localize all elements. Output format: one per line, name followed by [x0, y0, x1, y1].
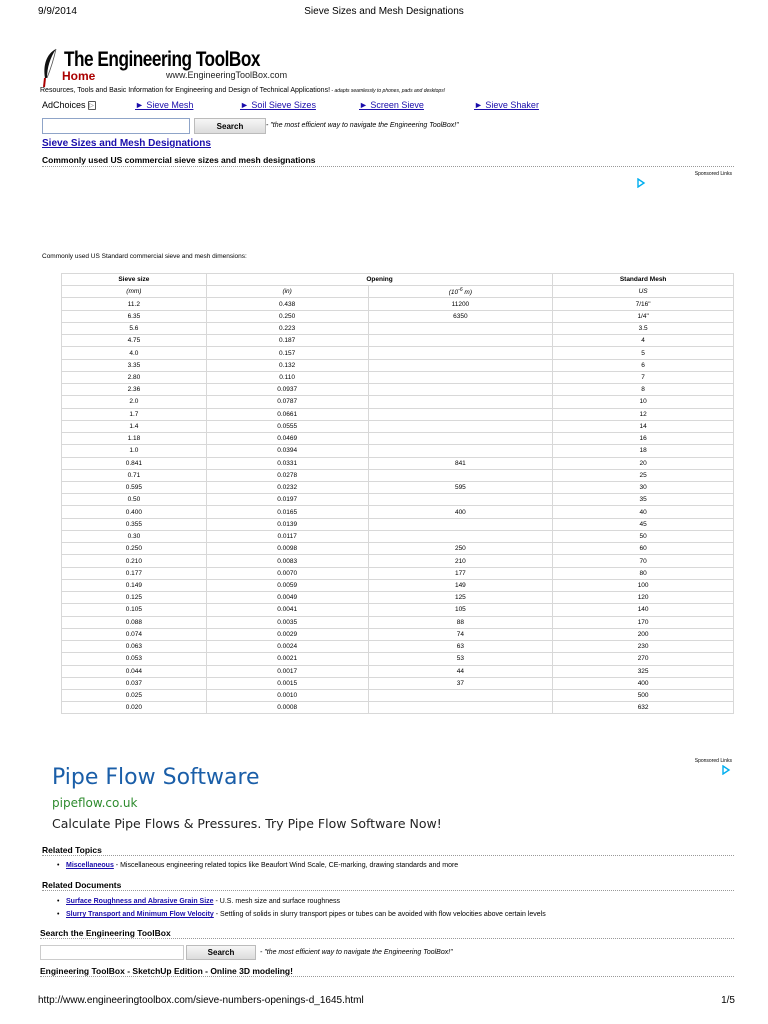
- table-row: [62, 384, 734, 396]
- cell-opening-um: 37: [368, 677, 553, 689]
- cell-mesh-us: 120: [553, 592, 734, 604]
- table-row: [62, 616, 734, 628]
- list-item: [66, 862, 458, 869]
- divider: [42, 890, 734, 891]
- cell-mesh-us: 45: [553, 518, 734, 530]
- table-row: [62, 469, 734, 481]
- cell-sieve-mm: 0.250: [62, 543, 207, 555]
- cell-opening-um: [368, 518, 553, 530]
- adchoices-triangle-icon-2[interactable]: [721, 765, 731, 775]
- cell-sieve-mm: 0.053: [62, 653, 207, 665]
- search-note-bottom: - "the most efficient way to navigate the Engineering ToolBox!": [260, 949, 453, 956]
- divider: [40, 976, 734, 977]
- cell-mesh-us: 7/16": [553, 298, 734, 310]
- cell-opening-in: 0.0197: [206, 494, 368, 506]
- table-row: [62, 677, 734, 689]
- cell-mesh-us: 12: [553, 408, 734, 420]
- related-document-link[interactable]: Surface Roughness and Abrasive Grain Size: [66, 898, 214, 905]
- cell-opening-um: 595: [368, 481, 553, 493]
- cell-opening-um: [368, 322, 553, 334]
- cell-mesh-us: 100: [553, 579, 734, 591]
- cell-opening-um: [368, 445, 553, 457]
- cell-opening-um: 250: [368, 543, 553, 555]
- cell-opening-in: 0.0331: [206, 457, 368, 469]
- cell-sieve-mm: 0.025: [62, 689, 207, 701]
- cell-opening-um: 88: [368, 616, 553, 628]
- cell-opening-in: 0.0555: [206, 420, 368, 432]
- cell-sieve-mm: 5.6: [62, 322, 207, 334]
- logo-text: The Engineering ToolBox: [64, 48, 260, 71]
- cell-sieve-mm: 3.35: [62, 359, 207, 371]
- cell-opening-um: 105: [368, 604, 553, 616]
- cell-opening-in: 0.0937: [206, 384, 368, 396]
- unit-in: (in): [206, 286, 368, 298]
- nav-link-soil-sieve-sizes[interactable]: ► Soil Sieve Sizes: [240, 100, 316, 110]
- cell-sieve-mm: 0.105: [62, 604, 207, 616]
- cell-opening-in: 0.0469: [206, 433, 368, 445]
- tagline-main: Resources, Tools and Basic Information for Engineering and Design of Technical Applications!: [40, 87, 331, 94]
- related-topic-desc: - Miscellaneous engineering related topics like Beaufort Wind Scale, CE-marking, drawing standards and more: [113, 862, 459, 869]
- ad-description: Calculate Pipe Flows & Pressures. Try Pipe Flow Software Now!: [52, 816, 442, 831]
- unit-m-base: (10: [448, 289, 459, 297]
- cell-mesh-us: 30: [553, 481, 734, 493]
- ad-url[interactable]: pipeflow.co.uk: [52, 796, 138, 810]
- sponsored-label-2: Sponsored Links: [694, 758, 732, 764]
- sieve-table: [61, 273, 734, 714]
- search-button[interactable]: Search: [194, 118, 266, 134]
- cell-sieve-mm: 0.074: [62, 628, 207, 640]
- cell-mesh-us: 16: [553, 433, 734, 445]
- related-topic-link[interactable]: Miscellaneous: [66, 862, 114, 869]
- header-sieve-size: Sieve size: [62, 274, 207, 286]
- cell-opening-um: 74: [368, 628, 553, 640]
- search-input-bottom[interactable]: [40, 945, 184, 960]
- cell-sieve-mm: 1.7: [62, 408, 207, 420]
- search-heading: Search the Engineering ToolBox: [40, 928, 171, 938]
- nav-link-sieve-shaker[interactable]: ► Sieve Shaker: [474, 100, 539, 110]
- list-item: [66, 898, 340, 905]
- table-intro: Commonly used US Standard commercial sieve and mesh dimensions:: [42, 253, 247, 260]
- table-row: [62, 567, 734, 579]
- cell-mesh-us: 10: [553, 396, 734, 408]
- cell-mesh-us: 35: [553, 494, 734, 506]
- table-header-row: [62, 274, 734, 286]
- cell-mesh-us: 60: [553, 543, 734, 555]
- cell-opening-um: [368, 384, 553, 396]
- cell-opening-in: 0.0117: [206, 530, 368, 542]
- header-opening: Opening: [206, 274, 552, 286]
- divider: [42, 855, 734, 856]
- related-document-desc: - U.S. mesh size and surface roughness: [213, 898, 341, 905]
- table-row: [62, 592, 734, 604]
- cell-mesh-us: 6: [553, 359, 734, 371]
- logo-url: www.EngineeringToolBox.com: [166, 70, 288, 80]
- header-standard-mesh: Standard Mesh: [553, 274, 734, 286]
- cell-opening-um: [368, 396, 553, 408]
- cell-opening-in: 0.0029: [206, 628, 368, 640]
- cell-opening-um: [368, 335, 553, 347]
- table-row: [62, 481, 734, 493]
- cell-opening-um: [368, 433, 553, 445]
- unit-micrometer: [368, 286, 553, 298]
- cell-sieve-mm: 6.35: [62, 310, 207, 322]
- cell-opening-um: [368, 469, 553, 481]
- unit-m-suffix: m): [462, 289, 472, 297]
- table-row: [62, 518, 734, 530]
- cell-opening-in: 0.0394: [206, 445, 368, 457]
- cell-opening-um: 177: [368, 567, 553, 579]
- tagline-small: - adapts seamlessly to phones, pads and desktops!: [330, 88, 446, 94]
- pipe-flow-ad[interactable]: [52, 765, 712, 835]
- cell-opening-in: 0.0661: [206, 408, 368, 420]
- ad-title[interactable]: Pipe Flow Software: [52, 765, 260, 790]
- cell-mesh-us: 3.5: [553, 322, 734, 334]
- cell-opening-um: [368, 530, 553, 542]
- table-row: [62, 628, 734, 640]
- cell-sieve-mm: 2.0: [62, 396, 207, 408]
- cell-sieve-mm: 4.75: [62, 335, 207, 347]
- cell-opening-um: 63: [368, 641, 553, 653]
- adchoices-button[interactable]: [42, 100, 96, 110]
- cell-opening-in: 0.250: [206, 310, 368, 322]
- cell-sieve-mm: 0.177: [62, 567, 207, 579]
- cell-sieve-mm: 0.020: [62, 702, 207, 714]
- cell-opening-um: [368, 494, 553, 506]
- cell-opening-in: 0.0008: [206, 702, 368, 714]
- cell-opening-in: 0.187: [206, 335, 368, 347]
- table-row: [62, 322, 734, 334]
- cell-opening-in: 0.0278: [206, 469, 368, 481]
- cell-opening-um: [368, 371, 553, 383]
- cell-opening-um: 44: [368, 665, 553, 677]
- cell-mesh-us: 50: [553, 530, 734, 542]
- cell-sieve-mm: 1.0: [62, 445, 207, 457]
- cell-mesh-us: 400: [553, 677, 734, 689]
- cell-opening-in: 0.132: [206, 359, 368, 371]
- feather-icon: [42, 48, 60, 88]
- table-row: [62, 433, 734, 445]
- table-row: [62, 555, 734, 567]
- table-row: [62, 702, 734, 714]
- table-row: [62, 359, 734, 371]
- table-row: [62, 371, 734, 383]
- cell-sieve-mm: 0.355: [62, 518, 207, 530]
- print-date: 9/9/2014: [38, 6, 77, 17]
- cell-opening-in: 0.0041: [206, 604, 368, 616]
- cell-mesh-us: 20: [553, 457, 734, 469]
- cell-sieve-mm: 0.044: [62, 665, 207, 677]
- related-topics-heading: Related Topics: [42, 845, 102, 855]
- cell-opening-um: 400: [368, 506, 553, 518]
- table-row: [62, 420, 734, 432]
- divider: [42, 166, 734, 167]
- cell-opening-um: 11200: [368, 298, 553, 310]
- cell-mesh-us: 170: [553, 616, 734, 628]
- cell-opening-in: 0.0139: [206, 518, 368, 530]
- page-title[interactable]: Sieve Sizes and Mesh Designations: [42, 138, 211, 149]
- unit-m-exp: -6: [458, 287, 463, 294]
- table-row: [62, 347, 734, 359]
- cell-sieve-mm: 0.125: [62, 592, 207, 604]
- table-row: [62, 335, 734, 347]
- cell-opening-um: [368, 702, 553, 714]
- table-row: [62, 445, 734, 457]
- cell-mesh-us: 7: [553, 371, 734, 383]
- cell-opening-in: 0.0024: [206, 641, 368, 653]
- cell-sieve-mm: 0.210: [62, 555, 207, 567]
- table-row: [62, 689, 734, 701]
- cell-opening-um: [368, 347, 553, 359]
- cell-mesh-us: 1/4": [553, 310, 734, 322]
- nav-link-sieve-mesh[interactable]: ► Sieve Mesh: [135, 100, 194, 110]
- cell-opening-in: 0.0787: [206, 396, 368, 408]
- site-tagline: [40, 87, 445, 94]
- cell-mesh-us: 8: [553, 384, 734, 396]
- cell-opening-in: 0.0059: [206, 579, 368, 591]
- print-page-number: 1/5: [721, 995, 735, 1006]
- related-document-link[interactable]: Slurry Transport and Minimum Flow Velocity: [66, 911, 214, 918]
- adchoices-triangle-icon[interactable]: [636, 178, 646, 188]
- cell-sieve-mm: 0.841: [62, 457, 207, 469]
- cell-opening-in: 0.0098: [206, 543, 368, 555]
- cell-mesh-us: 140: [553, 604, 734, 616]
- cell-mesh-us: 14: [553, 420, 734, 432]
- cell-opening-in: 0.0015: [206, 677, 368, 689]
- cell-opening-in: 0.0070: [206, 567, 368, 579]
- table-body: [62, 298, 734, 714]
- cell-mesh-us: 230: [553, 641, 734, 653]
- cell-mesh-us: 4: [553, 335, 734, 347]
- print-footer-url: http://www.engineeringtoolbox.com/sieve-numbers-openings-d_1645.html: [38, 995, 364, 1006]
- cell-opening-um: 210: [368, 555, 553, 567]
- related-documents-heading: Related Documents: [42, 880, 122, 890]
- table-row: [62, 408, 734, 420]
- cell-opening-in: 0.0165: [206, 506, 368, 518]
- table-row: [62, 310, 734, 322]
- table-row: [62, 653, 734, 665]
- related-document-desc: - Settling of solids in slurry transport pipes or tubes can be avoided with flow velocities above certain levels: [213, 911, 546, 918]
- table-row: [62, 543, 734, 555]
- cell-opening-um: 841: [368, 457, 553, 469]
- cell-opening-um: [368, 408, 553, 420]
- cell-sieve-mm: 0.595: [62, 481, 207, 493]
- unit-mm: (mm): [62, 286, 207, 298]
- adchoices-label: AdChoices: [42, 100, 86, 110]
- cell-mesh-us: 5: [553, 347, 734, 359]
- cell-mesh-us: 632: [553, 702, 734, 714]
- table-row: [62, 506, 734, 518]
- cell-opening-um: 125: [368, 592, 553, 604]
- cell-sieve-mm: 0.400: [62, 506, 207, 518]
- cell-mesh-us: 40: [553, 506, 734, 518]
- cell-mesh-us: 200: [553, 628, 734, 640]
- cell-mesh-us: 25: [553, 469, 734, 481]
- table-row: [62, 579, 734, 591]
- cell-sieve-mm: 0.71: [62, 469, 207, 481]
- table-row: [62, 298, 734, 310]
- cell-opening-in: 0.0010: [206, 689, 368, 701]
- unit-us: US: [553, 286, 734, 298]
- cell-opening-um: 53: [368, 653, 553, 665]
- cell-opening-in: 0.157: [206, 347, 368, 359]
- table-row: [62, 457, 734, 469]
- cell-opening-in: 0.438: [206, 298, 368, 310]
- cell-mesh-us: 500: [553, 689, 734, 701]
- cell-opening-in: 0.223: [206, 322, 368, 334]
- cell-opening-in: 0.110: [206, 371, 368, 383]
- cell-opening-in: 0.0232: [206, 481, 368, 493]
- divider: [40, 938, 734, 939]
- table-row: [62, 641, 734, 653]
- cell-mesh-us: 270: [553, 653, 734, 665]
- search-button-bottom[interactable]: Search: [186, 945, 256, 960]
- cell-opening-in: 0.0083: [206, 555, 368, 567]
- table-row: [62, 494, 734, 506]
- page-subtitle: Commonly used US commercial sieve sizes and mesh designations: [42, 155, 316, 165]
- table-row: [62, 396, 734, 408]
- adchoices-icon: ▷: [89, 102, 94, 109]
- cell-sieve-mm: 0.149: [62, 579, 207, 591]
- cell-opening-in: 0.0021: [206, 653, 368, 665]
- site-logo[interactable]: [40, 44, 288, 88]
- cell-opening-in: 0.0049: [206, 592, 368, 604]
- cell-sieve-mm: 1.4: [62, 420, 207, 432]
- cell-sieve-mm: 11.2: [62, 298, 207, 310]
- cell-opening-in: 0.0035: [206, 616, 368, 628]
- cell-sieve-mm: 1.18: [62, 433, 207, 445]
- cell-mesh-us: 70: [553, 555, 734, 567]
- table-row: [62, 604, 734, 616]
- cell-sieve-mm: 0.50: [62, 494, 207, 506]
- table-row: [62, 530, 734, 542]
- cell-opening-in: 0.0017: [206, 665, 368, 677]
- home-link[interactable]: Home: [62, 69, 96, 83]
- cell-opening-um: [368, 689, 553, 701]
- search-note: - "the most efficient way to navigate the Engineering ToolBox!": [266, 122, 459, 129]
- cell-mesh-us: 18: [553, 445, 734, 457]
- nav-link-screen-sieve[interactable]: ► Screen Sieve: [359, 100, 424, 110]
- cell-sieve-mm: 0.063: [62, 641, 207, 653]
- cell-sieve-mm: 2.80: [62, 371, 207, 383]
- cell-opening-um: [368, 359, 553, 371]
- ad-link-row: [42, 100, 742, 114]
- cell-opening-um: 149: [368, 579, 553, 591]
- table-unit-row: [62, 286, 734, 298]
- sketchup-heading: Engineering ToolBox - SketchUp Edition - Online 3D modeling!: [40, 966, 293, 976]
- cell-sieve-mm: 0.30: [62, 530, 207, 542]
- print-page-title: Sieve Sizes and Mesh Designations: [304, 6, 464, 17]
- cell-opening-um: 6350: [368, 310, 553, 322]
- cell-sieve-mm: 4.0: [62, 347, 207, 359]
- cell-mesh-us: 80: [553, 567, 734, 579]
- search-input[interactable]: [42, 118, 190, 134]
- list-item: [66, 911, 546, 918]
- table-row: [62, 665, 734, 677]
- cell-opening-um: [368, 420, 553, 432]
- sponsored-label: Sponsored Links: [694, 171, 732, 177]
- cell-sieve-mm: 0.088: [62, 616, 207, 628]
- cell-mesh-us: 325: [553, 665, 734, 677]
- cell-sieve-mm: 2.36: [62, 384, 207, 396]
- cell-sieve-mm: 0.037: [62, 677, 207, 689]
